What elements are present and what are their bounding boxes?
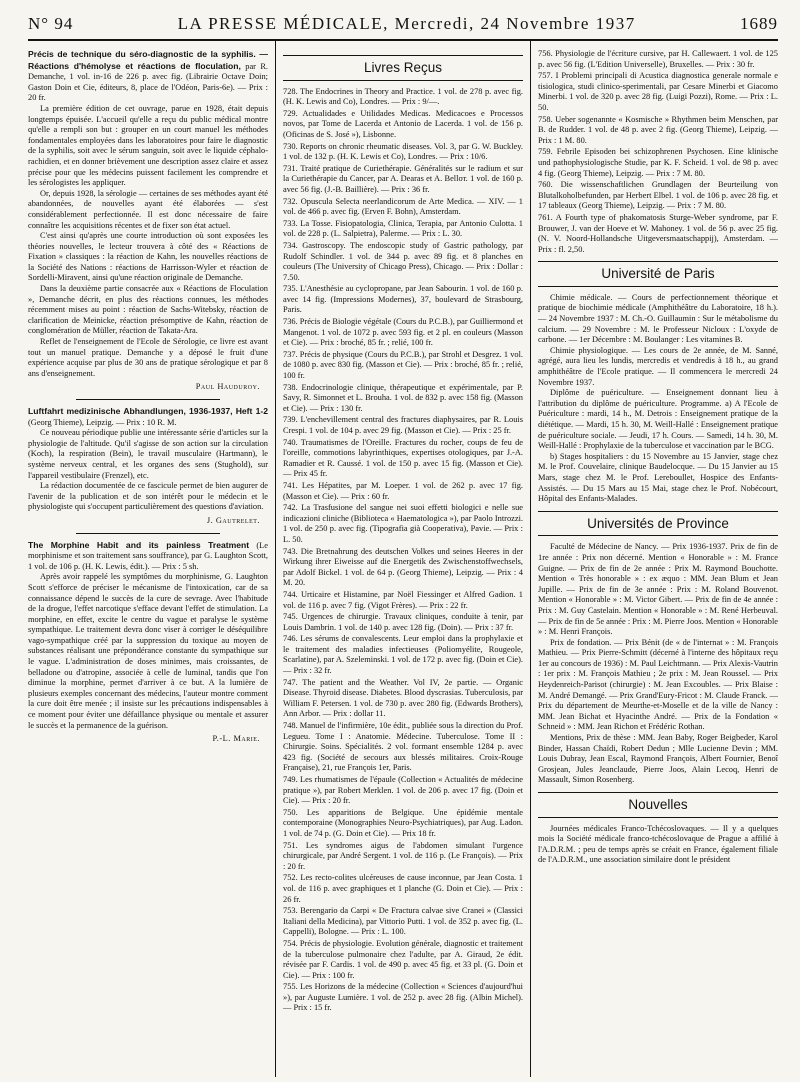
book-entry: 742. La Trasfusione del sangue nei suoi effetti biologici e nelle sue indicazioni cliniche (Biblioteca « Haematologica »), par Paolo Introzzi. 1 vol. de 250 p. avec fig. (Tipografia già Cooperativa), Pavie. — Prix : L. 50.: [283, 503, 523, 544]
book-entry: 740. Traumatismes de l'Oreille. Fractures du rocher, coups de feu de l'oreille, commotions labyrinthiques, expertises otologiques, par J.-A. Ramadier et R. Caussé. 1 vol. de 150 p. avec 15 fig. (Masson et Cie). — Prix 45 fr.: [283, 437, 523, 479]
column-2: [276, 41, 530, 1077]
column-1: [28, 41, 275, 1077]
book-entry: 730. Reports on chronic rheumatic diseases. Vol. 3, par G. W. Buckley. 1 vol. de 132 p. (H. K. Lewis et Co), Londres. — Prix : 10/6.: [283, 141, 523, 162]
book-entry: 758. Ueber sogenannte « Kosmische » Rhythmen beim Menschen, par B. de Rudder. 1 vol. de 48 p. avec 2 fig. (Georg Thieme), Leipzig. — Prix : 1 M. 80.: [538, 114, 778, 145]
columns: [28, 41, 778, 1077]
news-paragraph: b) Stages hospitaliers : du 15 Novembre au 15 Janvier, stage chez M. le Prof. Couvelaire, clinique Baudelocque. — Du 15 Janvier au 15 Mars, stage chez M. le Prof. Lereboullet, Hospice des Enfants-Assistés. — Du 15 Mars au 15 Mai, stage chez le Prof. Nobécourt, Hôpital des Enfants-Malades.: [538, 451, 778, 504]
review-1-para: Reflet de l'enseignement de l'Ecole de Sérologie, ce livre est avant tout un manuel pratique. Demanche y a déposé le fruit d'une expérience acquise par plus de 30 ans de pratique sérologique et par 8 ans d'enseignement.: [28, 337, 268, 378]
book-entry: 745. Urgences de chirurgie. Travaux cliniques, conduite à tenir, par Louis Dambrin. 1 vol. de 140 p. avec 128 fig. (Doin). — Prix : 37 fr.: [283, 612, 523, 632]
review-2-para: Ce nouveau périodique publie une intéressante série d'articles sur la physiologie de l'altitude. Qu'il s'agisse de son action sur la circulation (Koch), la respiration (Bein), le travail musculaire (Hartmann), le système nerveux central, et les organes des sens (Stughold), sur l'appareil vestibulaire (Frenzel), etc.: [28, 428, 268, 480]
issue-number: N° 94: [28, 14, 74, 33]
review-2-title: Luftfahrt medizinische Abhandlungen, 1936-1937, Heft 1-2: [28, 406, 268, 416]
news-paragraph: Mentions, Prix de thèse : MM. Jean Baby, Roger Beigbeder, Karol Binder, Hassan Chaïdi, Robert Dedun ; Mlle Lucienne Devin ; MM. Louis Dubray, Jean Escal, Raymond François, Albert Fournier, Benoî Grosjean, Jules Jeanclaude, Pierre Joos, Alain Lecoq, Henri de Massault, Simon Rosenberg.: [538, 733, 778, 785]
book-entry: 748. Manuel de l'infirmière, 10e édit., publiée sous la direction du Prof. Leguеu. Tome I : Anatomie. Médecine. Tuberculose. Tome II : Chirurgie. Soins. Spécialités. 2 vol. formant ensemble 1284 p. avec 423 fig. (Société de secours aux blessés militaires. Croix-Rouge Française), 21, rue François 1er, Paris.: [283, 721, 523, 773]
review-3-para: Après avoir rappelé les symptômes du morphinisme, G. Laughton Scott s'efforce de préciser le mécanisme de l'intoxication, car de sa connaissance dépend le succès de la cure de sevrage. Avec l'habitude de la drogue, l'effet narcotique s'efface devant l'effet de stimulation. La morphine, en effet, excite le centre du vague et paralyse le système sympathique. Le traitement devra donc viser à corriger le déséquilibre vago-sympathique créé par la suppression du toxique au moyen de substances réalisant une prépondérance constante du sympathique sur le vague. L'administration de doses minimes, mais croissantes, de belladone ou d'atropine, associée à celle de luminal, tandis que l'on diminue la morphine, permet d'arriver à ce but. A la lumière de plusieurs exemples concernant des médecins, l'auteur montre comment la cure doit être menée ; il insiste sur les précautions indispensables à ce moment pour éviter une défaillance physique ou mentale et assurer le succès et la permanence de la guérison.: [28, 572, 268, 730]
book-entry: 736. Précis de Biologie végétale (Cours du P.C.B.), par Guilliermond et Mangenot. 1 vol. de 1072 p. avec 593 fig. et 2 pl. en couleurs (Masson et Cie). — Prix : broché, 85 fr. ; relié, 100 fr.: [283, 317, 523, 348]
books-received-list-continued: [538, 49, 778, 255]
book-entry: 735. L'Anesthésie au cyclopropane, par Jean Sabourin. 1 vol. de 160 p. avec 14 fig. (Impressions Modernes), 37, boulevard de Strasbourg, Paris.: [283, 284, 523, 315]
book-entry: 756. Physiologie de l'écriture cursive, par H. Callewaert. 1 vol. de 125 p. avec 56 fig. (L'Edition Universelle), Bruxelles. — Prix : 30 fr.: [538, 49, 778, 69]
review-1-meta: par R. Demanche, 1 vol. in-16 de 226 p. avec fig. (Librairie Octave Doin; Gaston Doin et Cie, éditeurs, 8, place de l'Odéon, Paris-6e). — Prix : 20 fr.: [28, 61, 269, 103]
book-entry: 728. The Endocrines in Theory and Practice. 1 vol. de 278 p. avec fig. (H. K. Lewis and Co), Londres. — Prix : 9/—.: [283, 86, 523, 107]
review-2-para: La rédaction documentée de ce fascicule permet de bien augurer de l'avenir de la publication et de son intérêt pour le médecin et le physiologiste qui s'occupent particulièrement des questions d'aviation.: [28, 481, 268, 512]
page-number: 1689: [740, 14, 778, 33]
news-paragraph: Prix de fondation. — Prix Bénit (de « de l'internat » : M. François Mathieu. — Prix Pierre-Schmitt (décerné à l'interne des hôpitaux reçu 1er au concours de 1936) : M. Paul Leichtmann. — Prix Alexis-Vautrin : 1er prix : M. François Mathieu ; 2e prix : M. Jean Roussel. — Prix Heydenreich-Parisot (chirurgie) : M. Jean Excoubles. — Prix Blaise : M. André Demangé. — Prix Grand'Eury-Fricot : M. Claude Franck. — Prix du département de Meurthe-et-Moselle et de la ville de Nancy : MM. Jean Bichat et Hyacinthe André. — Prix de la Fondation « Schneid » : MM. Jean Richon et Frédéric Rothan.: [538, 637, 778, 732]
book-entry: 761. A Fourth type of phakomatosis Sturge-Weber syndrome, par F. Brouwer, J. van der Hoeve et W. Mahoney. 1 vol. de 56 p. avec 25 fig. (N. V. Noord-Hollandsche Uitgeversmaatschappij), Amsterdam. — Prix : fl. 2,50.: [538, 212, 778, 254]
news-paragraph: Chimie médicale. — Cours de perfectionnement théorique et pratique de biochimie médicale (Amphithéâtre du Laboratoire, 18 h.). — 24 Novembre 1937 : M. Ch.-O. Guillaumin : Sur le métabolisme du calcium. — 29 Novembre : M. le Professeur Nicloux : L'oxyde de carbone. — 1er Décembre : M. Boulanger : Les vitamines B.: [538, 292, 778, 345]
book-entry: 729. Actualidades e Utilidades Medicas. Medicacoes e Processos novos, par Tome de Lacerda et Antonio de Lacerda. 1 vol. de 156 p. (Oficinas de S. José »), Lisbonne.: [283, 108, 523, 139]
book-entry: 760. Die wissenschaftlichen Grundlagen der Beurteilung von Blutalkoholbefunden, par Herbert Elbel. 1 vol. de 106 p. avec 28 fig. et 17 tableaux (Georg Thieme), Leipzig. — Prix : 7 M. 80.: [538, 180, 778, 211]
review-2-signature: J. Gautrelet.: [206, 515, 260, 525]
book-entry: 731. Traité pratique de Curiethérapie. Généralités sur le radium et sur la Curiethérapie du Cancer, par A. Dearas et A. Belloт. 1 vol. de 160 p. avec 56 fig. (J.-B. Baillière). — Prix : 36 fr.: [283, 163, 523, 194]
book-entry: 743. Die Bretnahrung des deutschen Volkes und seines Heeres in der Wirkung ihrer Eiweisse auf die Energetik des Zwischenstoffwechsels, par Adolf Bickel. 1 vol. de 64 p. (Georg Thieme), Leipzig. — Prix : 4 M. 20.: [283, 546, 523, 588]
book-entry: 744. Urticaire et Histamine, par Noël Fiessinger et Alfred Gadion. 1 vol. de 116 p. avec 7 fig. (Vigot Frères). — Prix : 22 fr.: [283, 589, 523, 610]
universites-province-content: [538, 542, 778, 786]
book-entry: 733. La Tosse. Fisiopatologia, Clinica, Terapia, par Antonio Culotta. 1 vol. de 228 p. (L. Salpietra), Palerme. — Prix : L. 30.: [283, 218, 523, 239]
review-3-meta: (Le morphinisme et son traitement sans souffrance), par G. Laughton Scott, 1 vol. de 106 p. (H. K. Lewis, édit.). — Prix : 5 sh.: [28, 540, 268, 571]
nouvelles-content: [538, 824, 778, 866]
book-entry: 732. Opuscula Selecta neerlandicorum de Arte Medica. — XIV. — 1 vol. de 466 p. avec fig. (Erven F. Bohn), Amsterdam.: [283, 196, 523, 217]
divider: [76, 533, 220, 534]
review-1-signature: Paul Hauduroy.: [195, 382, 260, 392]
book-entry: 738. Endocrinologie clinique, thérapeutique et expérimentale, par P. Savy, R. Simonnet et L. Brouha. 1 vol. de 832 p. avec 158 fig. (Masson et Cie). — Prix : 130 fr.: [283, 382, 523, 413]
review-3-heading: [28, 540, 268, 573]
book-entry: 752. Les recto-colites ulcéreuses de cause inconnue, par Jean Costa. 1 vol. de 116 p. avec graphiques et 1 planche (G. Doin et Cie). — Prix : 26 fr.: [283, 873, 523, 904]
book-entry: 753. Berengario da Carpi « De Fractura calvae sive Cranei » (Classici Italiani della Medicina), par Vittorio Putti. 1 vol. de 352 p. avec fig. (L. Cappelli), Bologne. — Prix : L. 100.: [283, 906, 523, 937]
universite-paris-content: [538, 293, 778, 505]
book-entry: 750. Les apparitions de Belgique. Une épidémie mentale contemporaine (Monographies Neuro-Psychiatriques), par Aug. Ladon. 1 vol. de 74 p. (G. Doin et Cie). — Prix 18 fr.: [283, 807, 523, 838]
book-entry: 746. Les sérums de convalescents. Leur emploi dans la prophylaxie et le traitement des maladies infectieuses (Poliomyélite, Rougeole, Scarlatine), par A. Szeleminski. 1 vol. de 172 p. avec fig. (Doin et Cie). — Prix : 32 fr.: [283, 634, 523, 676]
book-entry: 759. Febrile Episoden bei schizophrenen Psychosen. Eine klinische und pathophysiologische Studie, par K. F. Scheid. 1 vol. de 98 p. avec 4 fig. (Georg Thieme), Leipzig. — Prix : 7 M. 80.: [538, 147, 778, 178]
book-entry: 749. Les rhumatismes de l'épaule (Collection « Actualités de médecine pratique »), par Robert Merklen. 1 vol. de 206 p. avec 17 fig. (Doin et Cie). — Prix : 20 fr.: [283, 775, 523, 806]
masthead: [28, 14, 778, 36]
review-1-para: C'est ainsi qu'après une courte introduction où sont exposées les théories nouvelles, le lecteur trouvera à côté des « Réactions de Fixation » classiques : la réaction de Kahn, les nouvelles réactions de la Société des Nations : réactions de Harrisson-Wyler et réaction de Sordelli-Miravent, ainsi qu'une réaction originale de Demanche.: [28, 231, 268, 283]
book-entry: 734. Gastroscopy. The endoscopic study of Gastric pathology, par Rudolf Schindler. 1 vol. de 344 p. avec 89 fig. et 8 planches en couleurs (The University of Chicago Press), Chicago. — Prix : Dollar : 7.50.: [283, 240, 523, 282]
news-paragraph: Journées médicales Franco-Tchécoslovaques. — Il y a quelques mois la Société médicale franco-tchécoslovaque de Prague a affilié à l'A.D.R.M. ; peu de temps après se créait en France, également filiale de l'A.D.R.M., une association similaire dont le président: [538, 823, 778, 865]
book-entry: 739. L'enchevillement central des fractures diaphysaires, par R. Louis Crespi. 1 vol. de 104 p. avec 29 fig. (Masson et Cie). — Prix : 25 fr.: [283, 415, 523, 435]
books-received-list: [283, 87, 523, 1014]
review-1-title: Précis de technique du séro-diagnostic de la syphilis. — Réactions d'hémolyse et réactions de floculation,: [28, 49, 268, 71]
book-entry: 755. Les Horizons de la médecine (Collection « Sciences d'aujourd'hui »), par Auguste Lumière. 1 vol. de 252 p. avec 28 fig. (Albin Michel). — Prix : 15 fr.: [283, 982, 523, 1013]
book-entry: 741. Les Hépatites, par M. Loeper. 1 vol. de 262 p. avec 17 fig. (Masson et Cie). — Prix : 60 fr.: [283, 480, 523, 501]
news-paragraph: Diplôme de puériculture. — Enseignement donnant lieu à l'attribution du diplôme de puériculture. Programme. a) A l'Ecole de Puériculture : mardi, 14 h., M. Detrois : Enseignement pratique de la diététique. — Mardi, 15 h. 30, M. Weill-Hallé : Enseignement pratique de puériculture sociale. — Jeudi, 17 h. Cours. — Samedi, 14 h. 30, M. Weill-Hallé : Prophylaxie de la tuberculose et vaccination par le BCG.: [538, 388, 778, 451]
review-3-signature: P.-L. Marie.: [212, 734, 260, 744]
publication-title: LA PRESSE MÉDICALE, Mercredi, 24 Novembre 1937: [177, 14, 636, 33]
review-1-heading: [28, 49, 268, 104]
review-1-para: La première édition de cet ouvrage, parue en 1928, était depuis longtemps épuisée. L'accueil qu'elle a reçu du public médical montre qu'elle a rempli son but : grouper en un court manuel les méthodes fondamentales employées dans les laboratoires pour faire le diagnostic de la syphilis, soit avec le sérum sanguin, soit avec le liquide céphalo-rachidien, et en donner brièvement une description assez claire et assez précise pour que les médecins puissent facilement les comprendre et les sérologistes les appliquer.: [28, 103, 268, 188]
section-livres-recus: Livres Reçus: [283, 55, 523, 81]
review-1-para: Or, depuis 1928, la sérologie — certaines de ses méthodes ayant été abandonnées, de nouvelles ayant été élaborées — s'est considérablement perfectionnée. Il est donc nécessaire de faire connaître les acquisitions récentes et de fixer son état actuel.: [28, 188, 268, 230]
review-2-heading: [28, 406, 268, 428]
news-paragraph: Chimie physiologique. — Les cours de 2e année, de M. Sanné, agrégé, aura lieu les lundis, mercredis et vendredis à 18 h., au grand amphithéâtre de l'Ecole pratique. — Il commencera le mercredi 24 Novembre 1937.: [538, 345, 778, 387]
review-2-meta: (Georg Thieme), Leipzig. — Prix : 10 R. M.: [28, 417, 177, 427]
book-entry: 751. Les syndromes aigus de l'abdomen simulant l'urgence chirurgicale, par André Sergent. 1 vol. de 116 p. (Le François). — Prix : 20 fr.: [283, 840, 523, 871]
book-entry: 737. Précis de physique (Cours du P.C.B.), par Strohl et Desgrez. 1 vol. de 1080 p. avec 830 fig. (Masson et Cie). — Prix : broché, 85 fr. ; relié, 100 fr.: [283, 349, 523, 381]
divider: [76, 399, 220, 400]
review-1-para: Dans la deuxième partie consacrée aux « Réactions de Floculation », Demanche décrit, en plus des réactions connues, les méthodes récemment mises au point : réaction de Sachs-Witebsky, réaction de clarification de Meinicke, réaction présomptive de Kahn, réaction de conglomération de Müller, réaction de Takata-Ara.: [28, 284, 268, 336]
book-entry: 754. Précis de physiologie. Evolution générale, diagnostic et traitement de la tuberculose pulmonaire chez l'adulte, par A. Giraud, 2e édit. révisée par F. Cardis. 1 vol. de 490 p. avec 45 fig. et 33 pl. (G. Doin et Cie). — Prix : 100 fr.: [283, 938, 523, 980]
news-paragraph: Faculté de Médecine de Nancy. — Prix 1936-1937. Prix de fin de 1re année : Prix non décerné. Mention « Honorable » : M. France Guigne. — Prix de fin de 2e année : Prix M. Raymond Bouchotte. Mention « Très honorable » : ex æquo : MM. Jean Blum et Jean Jupille. — Prix de fin de 3e année : Prix : M. Roland Bouvenot. Mention « Honorable » : M. Victor Gibert. — Prix de fin de 4e année : Prix : M. Guy Castelain. Mention « Honorable » : M. René Herbeuval. — Prix de fin de 5e année : Prix : M. Pierre Joos. Mention « Honorable » : M. Henri François.: [538, 542, 778, 637]
review-3-title: The Morphine Habit and its painless Treatment: [28, 539, 250, 550]
section-nouvelles: Nouvelles: [538, 792, 778, 818]
section-universite-paris: Université de Paris: [538, 261, 778, 287]
column-3: [531, 41, 778, 1077]
section-universites-province: Universités de Province: [538, 511, 778, 537]
book-entry: 747. The patient and the Weather. Vol IV, 2e partie. — Organic Disease. Thyroid disease. Diabetes. Blood dyscrasias. Tuberculosis, par William F. Petersen. 1 vol. de 730 p. avec 280 fig. (Edwards Brothers), Ann Arbor. — Prix : dollar 11.: [283, 677, 523, 719]
book-entry: 757. I Problemi principali di Acustica diagnostica generale normale e tisiologica, studi clinico-sperimentali, par Cesare Minerbi et Giacomo Minerbi. 1 vol. de 320 p. avec 28 fig. (Luigi Pozzi), Rome. — Prix : L. 50.: [538, 71, 778, 112]
